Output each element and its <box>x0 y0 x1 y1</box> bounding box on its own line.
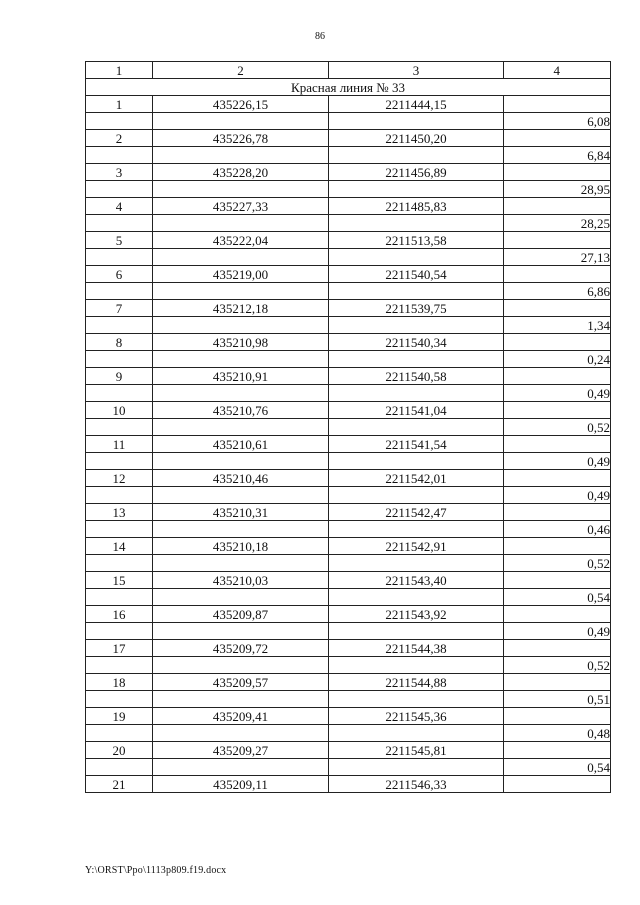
empty-cell <box>86 351 153 368</box>
table-row <box>86 96 611 113</box>
table-row <box>86 402 611 419</box>
distance-row <box>86 351 611 368</box>
x-coordinate-cell: 435209,87 <box>153 606 329 623</box>
distance-cell: 0,46 <box>504 521 611 538</box>
distance-row <box>86 317 611 334</box>
distance-row <box>86 283 611 300</box>
point-number-cell: 14 <box>86 538 153 555</box>
empty-cell <box>153 419 329 436</box>
x-coordinate-cell: 435209,57 <box>153 674 329 691</box>
empty-cell <box>329 283 504 300</box>
table-row <box>86 436 611 453</box>
distance-cell: 0,49 <box>504 453 611 470</box>
x-coordinate-cell: 435210,31 <box>153 504 329 521</box>
point-number-cell: 15 <box>86 572 153 589</box>
distance-cell: 0,48 <box>504 725 611 742</box>
empty-cell <box>329 181 504 198</box>
empty-cell <box>504 96 611 113</box>
empty-cell <box>86 589 153 606</box>
empty-cell <box>153 181 329 198</box>
point-number-cell: 19 <box>86 708 153 725</box>
point-number-cell: 5 <box>86 232 153 249</box>
distance-row <box>86 657 611 674</box>
distance-row <box>86 759 611 776</box>
distance-row <box>86 147 611 164</box>
empty-cell <box>504 402 611 419</box>
empty-cell <box>86 147 153 164</box>
distance-cell: 0,54 <box>504 759 611 776</box>
y-coordinate-cell: 2211543,40 <box>329 572 504 589</box>
distance-cell: 0,54 <box>504 589 611 606</box>
x-coordinate-cell: 435209,11 <box>153 776 329 793</box>
table-row <box>86 198 611 215</box>
empty-cell <box>86 419 153 436</box>
table-row <box>86 538 611 555</box>
distance-row <box>86 623 611 640</box>
distance-row <box>86 215 611 232</box>
table-row <box>86 708 611 725</box>
table-row <box>86 266 611 283</box>
empty-cell <box>86 453 153 470</box>
x-coordinate-cell: 435210,61 <box>153 436 329 453</box>
empty-cell <box>86 215 153 232</box>
distance-cell: 0,51 <box>504 691 611 708</box>
empty-cell <box>153 317 329 334</box>
empty-cell <box>329 691 504 708</box>
distance-cell: 28,25 <box>504 215 611 232</box>
point-number-cell: 3 <box>86 164 153 181</box>
empty-cell <box>504 572 611 589</box>
point-number-cell: 18 <box>86 674 153 691</box>
distance-cell: 0,52 <box>504 555 611 572</box>
empty-cell <box>504 198 611 215</box>
empty-cell <box>504 776 611 793</box>
empty-cell <box>504 674 611 691</box>
empty-cell <box>153 249 329 266</box>
empty-cell <box>504 504 611 521</box>
empty-cell <box>153 385 329 402</box>
y-coordinate-cell: 2211546,33 <box>329 776 504 793</box>
empty-cell <box>86 623 153 640</box>
empty-cell <box>329 623 504 640</box>
y-coordinate-cell: 2211539,75 <box>329 300 504 317</box>
y-coordinate-cell: 2211540,34 <box>329 334 504 351</box>
empty-cell <box>504 538 611 555</box>
x-coordinate-cell: 435219,00 <box>153 266 329 283</box>
empty-cell <box>504 470 611 487</box>
y-coordinate-cell: 2211542,47 <box>329 504 504 521</box>
table-row <box>86 674 611 691</box>
y-coordinate-cell: 2211543,92 <box>329 606 504 623</box>
point-number-cell: 10 <box>86 402 153 419</box>
page-number: 86 <box>315 31 325 42</box>
empty-cell <box>86 657 153 674</box>
table-caption-row <box>86 79 611 96</box>
table-header-row <box>86 62 611 79</box>
empty-cell <box>86 385 153 402</box>
distance-row <box>86 487 611 504</box>
distance-row <box>86 113 611 130</box>
x-coordinate-cell: 435210,46 <box>153 470 329 487</box>
empty-cell <box>329 249 504 266</box>
y-coordinate-cell: 2211513,58 <box>329 232 504 249</box>
file-path-footer: Y:\ORST\Ppo\1113p809.f19.docx <box>85 865 227 876</box>
empty-cell <box>86 249 153 266</box>
distance-row <box>86 181 611 198</box>
x-coordinate-cell: 435209,27 <box>153 742 329 759</box>
distance-cell: 1,34 <box>504 317 611 334</box>
empty-cell <box>329 453 504 470</box>
table-row <box>86 368 611 385</box>
point-number-cell: 8 <box>86 334 153 351</box>
header-cell: 2 <box>153 62 329 79</box>
empty-cell <box>504 130 611 147</box>
y-coordinate-cell: 2211444,15 <box>329 96 504 113</box>
point-number-cell: 6 <box>86 266 153 283</box>
x-coordinate-cell: 435210,03 <box>153 572 329 589</box>
header-cell: 4 <box>504 62 611 79</box>
empty-cell <box>329 385 504 402</box>
empty-cell <box>86 181 153 198</box>
x-coordinate-cell: 435210,76 <box>153 402 329 419</box>
empty-cell <box>329 657 504 674</box>
distance-row <box>86 725 611 742</box>
empty-cell <box>153 759 329 776</box>
x-coordinate-cell: 435212,18 <box>153 300 329 317</box>
point-number-cell: 1 <box>86 96 153 113</box>
x-coordinate-cell: 435226,15 <box>153 96 329 113</box>
distance-row <box>86 555 611 572</box>
point-number-cell: 16 <box>86 606 153 623</box>
table-caption: Красная линия № 33 <box>86 79 611 96</box>
distance-cell: 28,95 <box>504 181 611 198</box>
point-number-cell: 12 <box>86 470 153 487</box>
empty-cell <box>153 351 329 368</box>
empty-cell <box>329 521 504 538</box>
point-number-cell: 7 <box>86 300 153 317</box>
table-row <box>86 334 611 351</box>
empty-cell <box>153 657 329 674</box>
distance-cell: 6,84 <box>504 147 611 164</box>
empty-cell <box>504 368 611 385</box>
y-coordinate-cell: 2211456,89 <box>329 164 504 181</box>
table-row <box>86 164 611 181</box>
y-coordinate-cell: 2211542,01 <box>329 470 504 487</box>
point-number-cell: 13 <box>86 504 153 521</box>
empty-cell <box>86 759 153 776</box>
y-coordinate-cell: 2211450,20 <box>329 130 504 147</box>
distance-cell: 6,08 <box>504 113 611 130</box>
table-row <box>86 470 611 487</box>
empty-cell <box>329 487 504 504</box>
y-coordinate-cell: 2211545,81 <box>329 742 504 759</box>
table-row <box>86 606 611 623</box>
empty-cell <box>153 691 329 708</box>
distance-row <box>86 691 611 708</box>
empty-cell <box>153 113 329 130</box>
header-cell: 1 <box>86 62 153 79</box>
table-row <box>86 640 611 657</box>
x-coordinate-cell: 435222,04 <box>153 232 329 249</box>
y-coordinate-cell: 2211545,36 <box>329 708 504 725</box>
x-coordinate-cell: 435209,72 <box>153 640 329 657</box>
empty-cell <box>329 589 504 606</box>
y-coordinate-cell: 2211540,54 <box>329 266 504 283</box>
x-coordinate-cell: 435227,33 <box>153 198 329 215</box>
empty-cell <box>153 521 329 538</box>
table-row <box>86 232 611 249</box>
distance-cell: 0,52 <box>504 657 611 674</box>
table-row <box>86 572 611 589</box>
point-number-cell: 4 <box>86 198 153 215</box>
x-coordinate-cell: 435228,20 <box>153 164 329 181</box>
table-row <box>86 776 611 793</box>
empty-cell <box>153 589 329 606</box>
coordinates-table <box>85 61 611 793</box>
empty-cell <box>329 725 504 742</box>
y-coordinate-cell: 2211485,83 <box>329 198 504 215</box>
empty-cell <box>86 555 153 572</box>
distance-cell: 0,52 <box>504 419 611 436</box>
empty-cell <box>504 640 611 657</box>
y-coordinate-cell: 2211544,88 <box>329 674 504 691</box>
empty-cell <box>153 283 329 300</box>
x-coordinate-cell: 435210,91 <box>153 368 329 385</box>
distance-cell: 0,49 <box>504 385 611 402</box>
distance-cell: 0,49 <box>504 623 611 640</box>
distance-cell: 27,13 <box>504 249 611 266</box>
y-coordinate-cell: 2211542,91 <box>329 538 504 555</box>
point-number-cell: 11 <box>86 436 153 453</box>
empty-cell <box>153 623 329 640</box>
empty-cell <box>504 606 611 623</box>
distance-row <box>86 521 611 538</box>
empty-cell <box>329 419 504 436</box>
distance-cell: 6,86 <box>504 283 611 300</box>
point-number-cell: 21 <box>86 776 153 793</box>
distance-row <box>86 419 611 436</box>
empty-cell <box>153 725 329 742</box>
y-coordinate-cell: 2211541,04 <box>329 402 504 419</box>
table-row <box>86 742 611 759</box>
y-coordinate-cell: 2211540,58 <box>329 368 504 385</box>
empty-cell <box>86 521 153 538</box>
distance-cell: 0,49 <box>504 487 611 504</box>
empty-cell <box>153 147 329 164</box>
x-coordinate-cell: 435210,18 <box>153 538 329 555</box>
point-number-cell: 17 <box>86 640 153 657</box>
distance-row <box>86 249 611 266</box>
empty-cell <box>504 436 611 453</box>
empty-cell <box>329 113 504 130</box>
empty-cell <box>86 691 153 708</box>
empty-cell <box>86 725 153 742</box>
empty-cell <box>504 708 611 725</box>
distance-row <box>86 453 611 470</box>
empty-cell <box>153 555 329 572</box>
empty-cell <box>329 317 504 334</box>
empty-cell <box>329 351 504 368</box>
distance-row <box>86 385 611 402</box>
empty-cell <box>153 215 329 232</box>
distance-row <box>86 589 611 606</box>
point-number-cell: 20 <box>86 742 153 759</box>
table-row <box>86 300 611 317</box>
empty-cell <box>329 759 504 776</box>
empty-cell <box>504 266 611 283</box>
empty-cell <box>153 487 329 504</box>
empty-cell <box>329 215 504 232</box>
empty-cell <box>504 334 611 351</box>
table-row <box>86 130 611 147</box>
table-row <box>86 504 611 521</box>
empty-cell <box>504 300 611 317</box>
x-coordinate-cell: 435226,78 <box>153 130 329 147</box>
empty-cell <box>86 113 153 130</box>
distance-cell: 0,24 <box>504 351 611 368</box>
point-number-cell: 2 <box>86 130 153 147</box>
empty-cell <box>153 453 329 470</box>
empty-cell <box>86 317 153 334</box>
empty-cell <box>504 742 611 759</box>
x-coordinate-cell: 435209,41 <box>153 708 329 725</box>
empty-cell <box>504 164 611 181</box>
empty-cell <box>86 283 153 300</box>
empty-cell <box>86 487 153 504</box>
empty-cell <box>329 147 504 164</box>
point-number-cell: 9 <box>86 368 153 385</box>
header-cell: 3 <box>329 62 504 79</box>
y-coordinate-cell: 2211544,38 <box>329 640 504 657</box>
empty-cell <box>504 232 611 249</box>
empty-cell <box>329 555 504 572</box>
x-coordinate-cell: 435210,98 <box>153 334 329 351</box>
y-coordinate-cell: 2211541,54 <box>329 436 504 453</box>
